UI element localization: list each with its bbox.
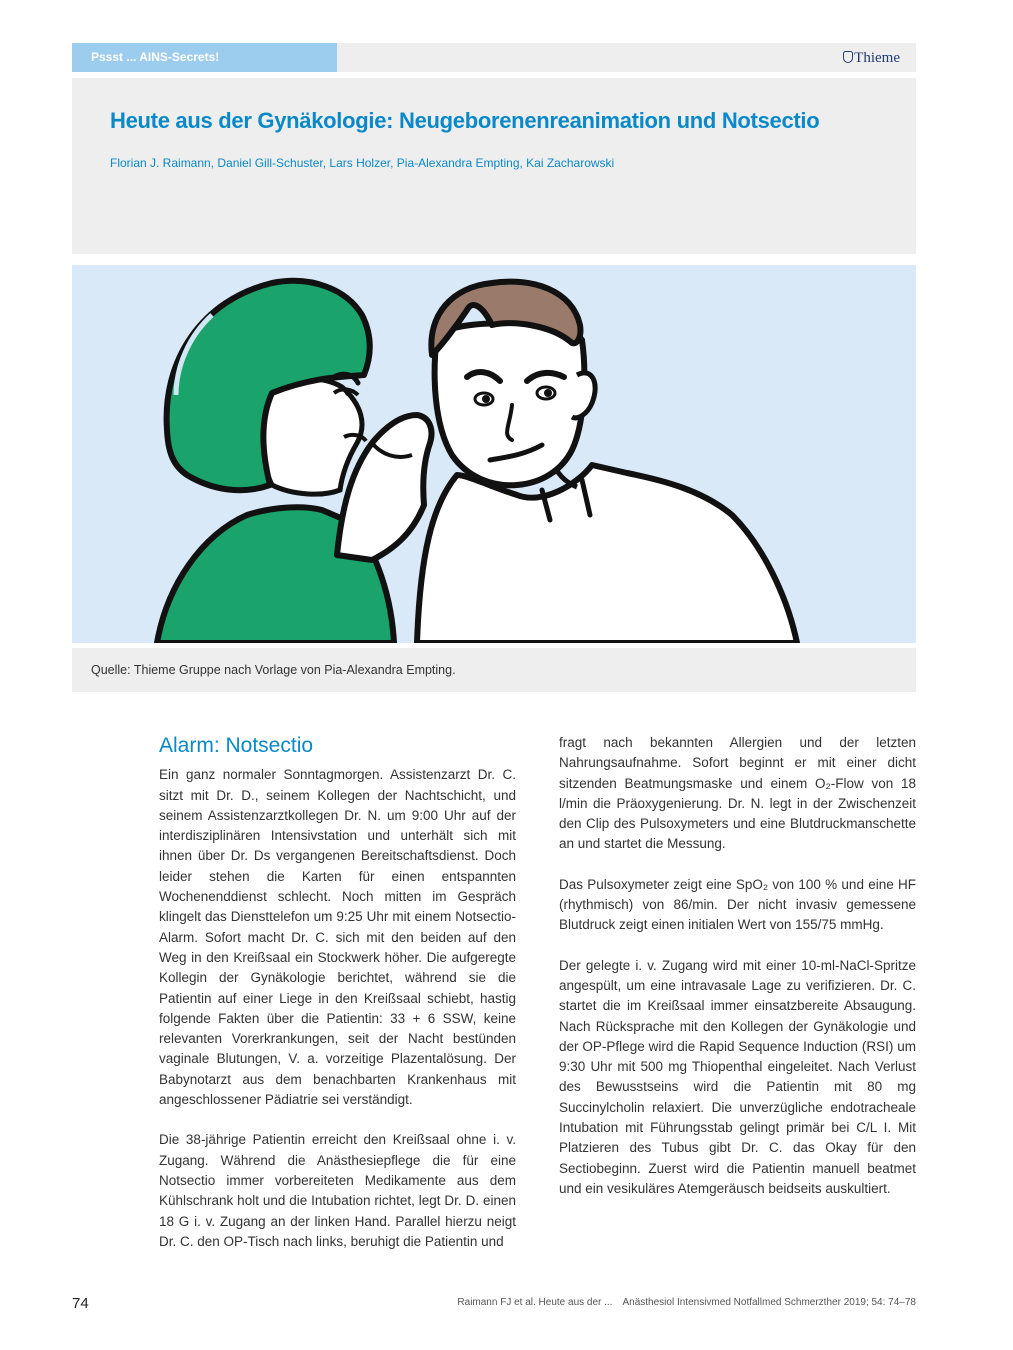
section-heading: Alarm: Notsectio [159,734,314,757]
figure-caption: Quelle: Thieme Gruppe nach Vorlage von Pia-Alexandra Empting. [72,648,916,692]
page-number: 74 [72,1295,89,1312]
doctor-face [435,322,585,485]
doctor-shirt [417,465,797,643]
paragraph: Der gelegte i. v. Zugang wird mit einer 10-ml-NaCl-Spritze angespült, um eine intravasale Lage zu verifizieren. Dr. C. startet die im Kreißsaal immer einsatzbereite Absaugung. Nach Rücksprache mit den Kollegen der Gynäkologie und der OP-Pflege wird die Rapid Sequence Induction (RSI) um 9:30 Uhr mit 500 mg Thiopenthal eingeleitet. Nach Verlust des Bewusstseins wird die Patientin mit 80 mg Succinylcholin relaxiert. Die unverzügliche endotracheale Intubation mit Führungsstab gelingt primär bei C/L I. Mit Platzieren des Tubus gibt Dr. C. das Okay für den Sectiobeginn. Zuerst wird die Patientin manuell beatmet und ein vesikuläres Atemgeräusch beidseits auskultiert. [559,957,916,1196]
paragraph: fragt nach bekannten Allergien und der letzten Nahrungsaufnahme. Sofort beginnt er mit einer dicht sitzenden Beatmungsmaske und einem O₂-Flow von 18 l/min die Präoxygenierung. Dr. N. legt in der Zwischenzeit den Clip des Pulsoxymeters und eine Blutdruckmanschette an und startet die Messung. [559,735,916,852]
text-column-left [159,736,516,1272]
footer-reference [457,1297,916,1308]
article-title: Heute aus der Gynäkologie: Neugeborenenreanimation und Notsectio [110,108,820,133]
publisher-name: Thieme [854,50,900,66]
footer-journal: Anästhesiol Intensivmed Notfallmed Schmerzther 2019; 54: 74–78 [622,1297,916,1308]
publisher-logo [843,50,900,67]
paragraph: Das Pulsoxymeter zeigt eine SpO₂ von 100 % und eine HF (rhythmisch) von 86/min. Der nicht invasiv gemessene Blutdruck zeigt einen initialen Wert von 155/75 mmHg. [559,876,916,933]
text-column-right [559,733,916,1219]
article-authors: Florian J. Raimann, Daniel Gill-Schuster, Lars Holzer, Pia-Alexandra Empting, Kai Zacharowski [110,156,615,170]
illustration [72,265,916,643]
top-bar [72,43,916,72]
illustration-nurse-whispering-to-doctor [72,265,916,643]
section-tag: Pssst ... AINS-Secrets! [72,43,337,72]
thieme-logo-icon [843,51,853,63]
paragraph: Ein ganz normaler Sonntagmorgen. Assistenzarzt Dr. C. sitzt mit Dr. D., seinem Kollegen der Nachtschicht, und seinem Assistenzarztkollegen Dr. N. um 9:00 Uhr auf der interdisziplinären Intensivstation und unterhält sich mit ihnen über Dr. Ds vergangenen Bereitschaftsdienst. Doch leider stehen die Karten für einen entspannten Wochenenddienst schlecht. Noch mitten im Gespräch klingelt das Diensttelefon um 9:25 Uhr mit einem Notsectio-Alarm. Sofort macht Dr. C. sich mit den beiden auf den Weg in den Kreißsaal ein Stockwerk höher. Die aufgeregte Kollegin der Gynäkologie berichtet, während sie die Patientin auf einer Liege in den Kreißsaal schiebt, hastig folgende Fakten über die Patientin: 33 + 6 SSW, keine relevanten Vorerkrankungen, seit der Nacht bestünden vaginale Blutungen, V. a. vorzeitige Plazentalösung. Der Babynotarzt aus dem benachbarten Krankenhaus mit angeschlossener Pädiatrie sei verständigt. [159,767,516,1108]
article-header [72,78,916,254]
paragraph: Die 38-jährige Patientin erreicht den Kreißsaal ohne i. v. Zugang. Während die Anästhesiepflege die für eine Notsectio immer vorbereiteten Medikamente aus dem Kühlschrank holt und die Intubation richtet, legt Dr. D. einen 18 G i. v. Zugang an der linken Hand. Parallel hierzu neigt Dr. C. den OP-Tisch nach links, beruhigt die Patientin und [159,1132,516,1249]
footer-citation: Raimann FJ et al. Heute aus der ... [457,1297,613,1308]
